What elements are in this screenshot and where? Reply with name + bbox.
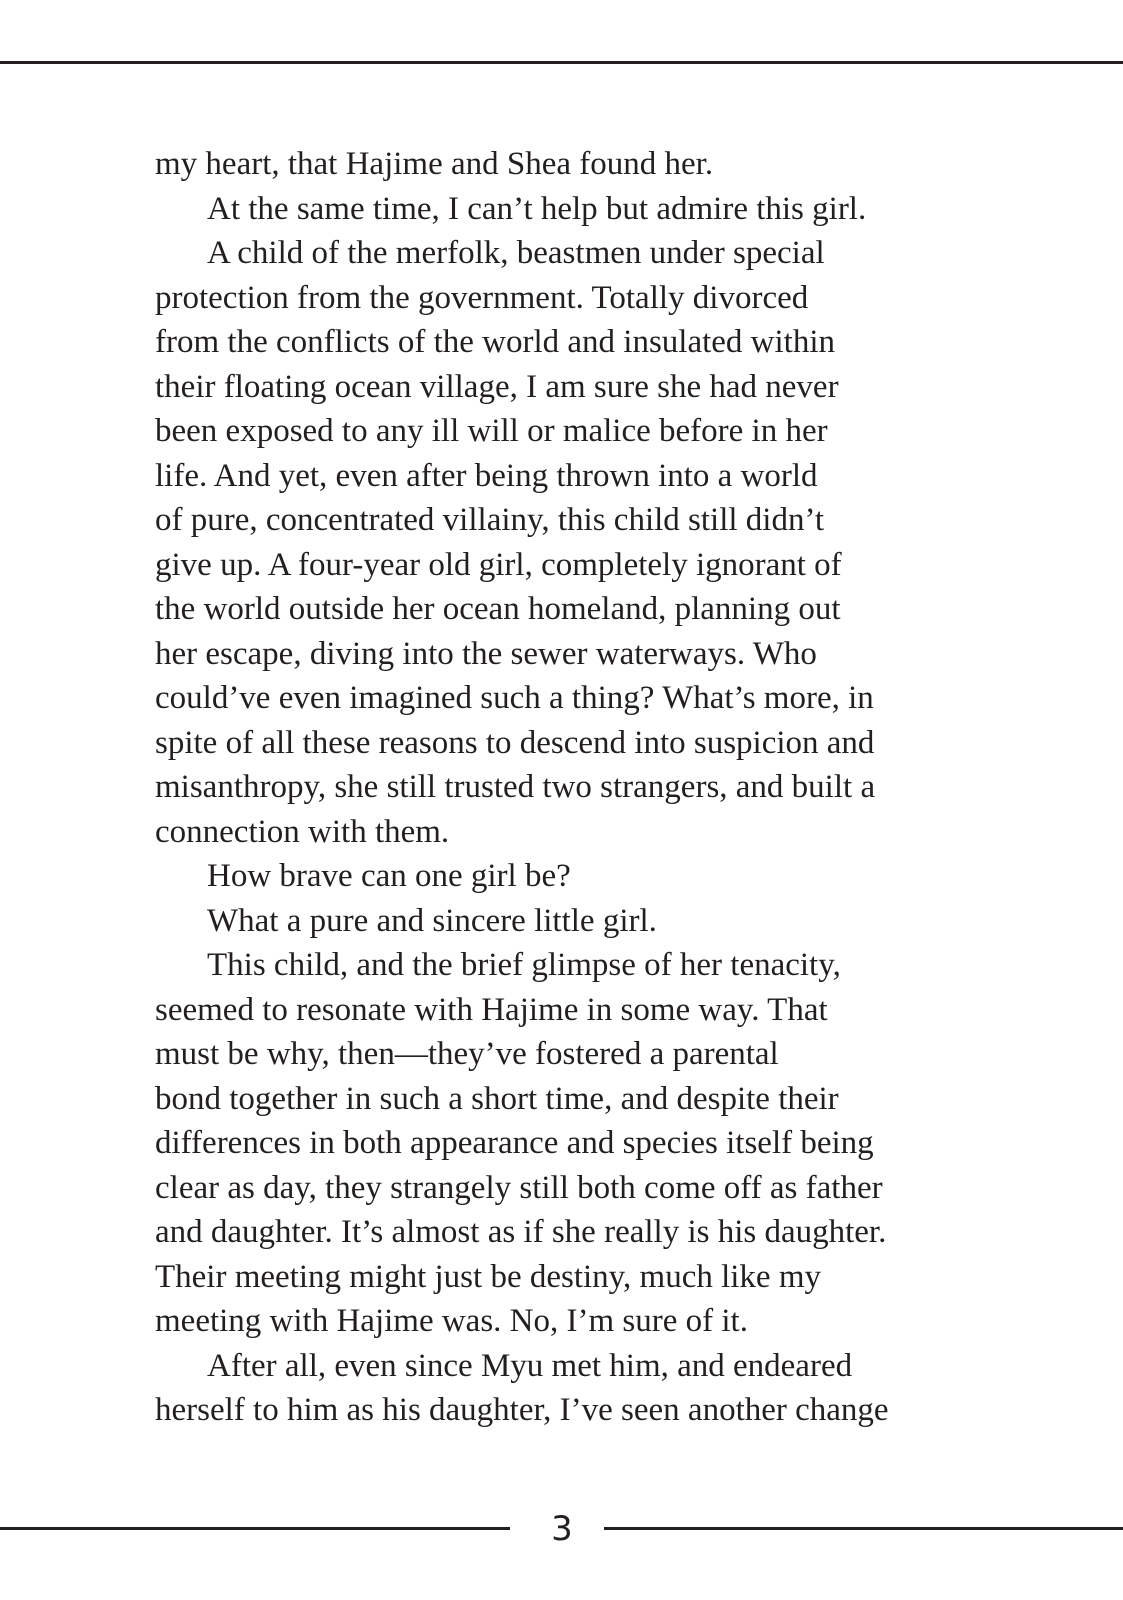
footer-rule-right xyxy=(604,1527,1123,1530)
text-line: give up. A four-year old girl, completely ignorant of xyxy=(155,546,842,583)
body-text xyxy=(155,142,985,1433)
text-line: differences in both appearance and species itself being xyxy=(155,1125,874,1161)
page-number: 3 xyxy=(551,1509,573,1549)
text-line: and daughter. It’s almost as if she really is his daughter. xyxy=(155,1214,887,1250)
text-line: her escape, diving into the sewer waterways. Who xyxy=(155,635,817,672)
paragraph-first-line: How brave can one girl be? xyxy=(207,858,571,894)
text-line: clear as day, they strangely still both come off as father xyxy=(155,1169,883,1206)
text-line: my heart, that Hajime and Shea found her. xyxy=(155,146,714,182)
paragraph-first-line: At the same time, I can’t help but admire this girl. xyxy=(207,190,867,227)
text-line: spite of all these reasons to descend into suspicion and xyxy=(155,724,875,761)
paragraph-first-line: After all, even since Myu met him, and endeared xyxy=(207,1347,853,1384)
paragraph-first-line: This child, and the brief glimpse of her tenacity, xyxy=(207,947,841,983)
text-line: the world outside her ocean homeland, planning out xyxy=(155,591,841,627)
text-line: been exposed to any ill will or malice before in her xyxy=(155,413,828,449)
text-line: connection with them. xyxy=(155,813,450,850)
text-line: their floating ocean village, I am sure she had never xyxy=(155,368,839,405)
page-footer xyxy=(0,1509,1123,1549)
text-line: from the conflicts of the world and insulated within xyxy=(155,324,836,360)
text-line: meeting with Hajime was. No, I’m sure of it. xyxy=(155,1303,748,1339)
text-line: misanthropy, she still trusted two strangers, and built a xyxy=(155,769,876,805)
text-line: of pure, concentrated villainy, this child still didn’t xyxy=(155,502,825,538)
text-line: Their meeting might just be destiny, much like my xyxy=(155,1258,821,1295)
paragraph-first-line: What a pure and sincere little girl. xyxy=(207,902,657,939)
text-line: seemed to resonate with Hajime in some way. That xyxy=(155,991,828,1028)
text-line: herself to him as his daughter, I’ve seen another change xyxy=(155,1392,889,1428)
text-line: must be why, then—they’ve fostered a parental xyxy=(155,1036,779,1072)
text-line: bond together in such a short time, and despite their xyxy=(155,1080,839,1117)
text-line: life. And yet, even after being thrown into a world xyxy=(155,457,818,494)
footer-rule-left xyxy=(0,1527,510,1530)
text-line: could’ve even imagined such a thing? What’s more, in xyxy=(155,680,874,716)
header-rule xyxy=(0,61,1123,64)
text-line: protection from the government. Totally divorced xyxy=(155,279,809,316)
paragraph-first-line: A child of the merfolk, beastmen under special xyxy=(207,235,825,271)
